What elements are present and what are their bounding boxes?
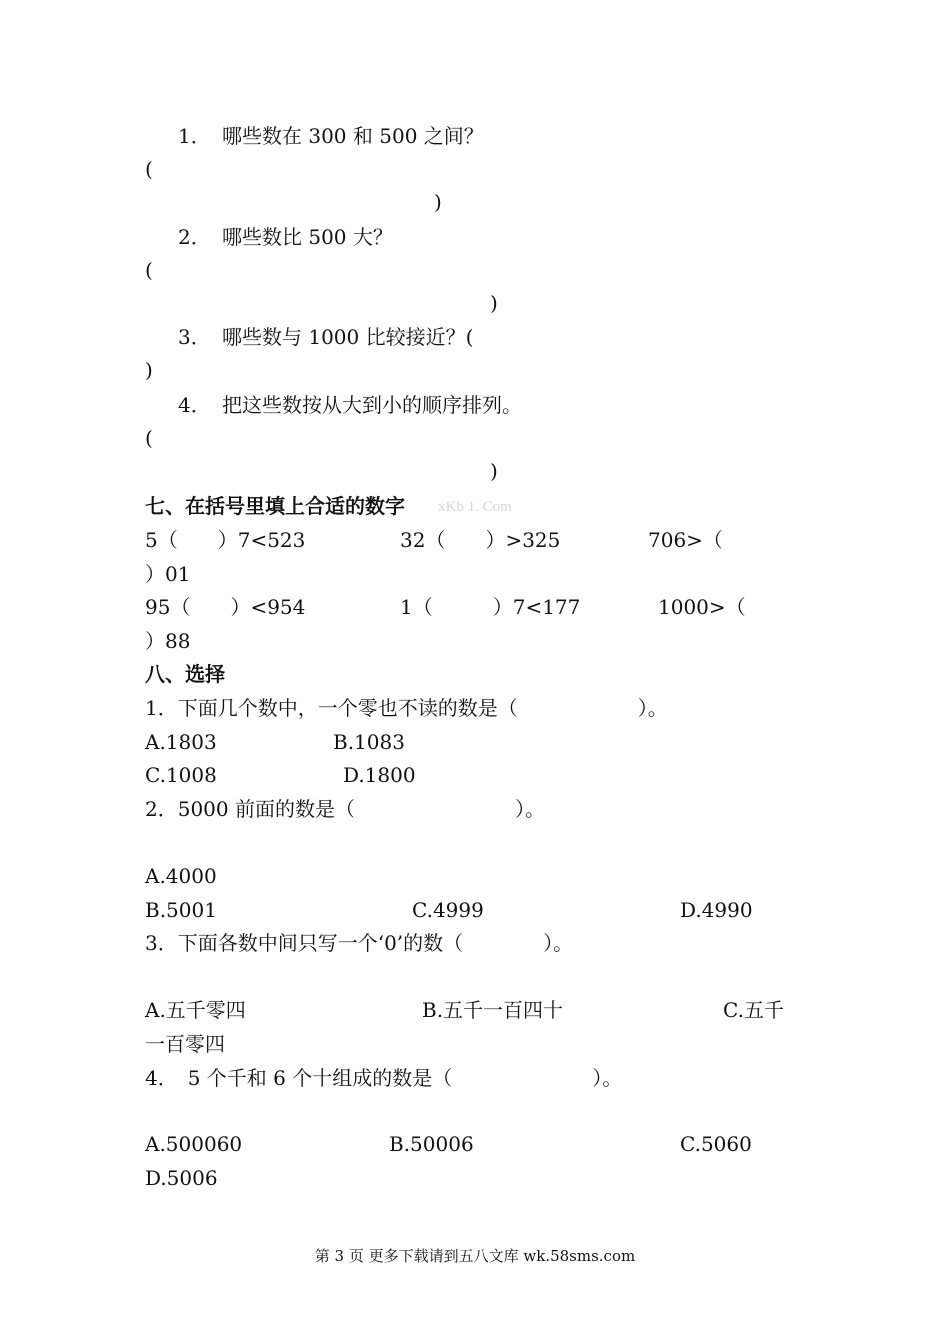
fill-blank-6-wrap: ）88 — [145, 629, 191, 653]
question-2-number: 2． — [178, 225, 211, 249]
question-2-open-paren: ( — [145, 258, 153, 282]
fill-blank-4: 95（ ）<954 — [145, 595, 306, 619]
choice-q4-stem: 4． 5 个千和 6 个十组成的数是（ ）。 — [145, 1066, 623, 1090]
choice-q2-option-b: B.5001 — [145, 898, 217, 922]
fill-blank-3-wrap: ）01 — [145, 562, 191, 586]
section-8-heading: 八、选择 — [145, 662, 225, 686]
watermark: xKb 1. Com — [438, 499, 512, 515]
question-1-number: 1． — [178, 124, 211, 148]
choice-q4-option-d: D.5006 — [145, 1166, 218, 1190]
question-4-text: 把这些数按从大到小的顺序排列。 — [222, 393, 522, 417]
question-2-text: 哪些数比 500 大？ — [222, 225, 393, 249]
question-4-close-paren: ) — [490, 459, 498, 483]
question-3-number: 3． — [178, 325, 211, 349]
question-4-number: 4． — [178, 393, 211, 417]
choice-q1-option-b: B.1083 — [333, 730, 405, 754]
choice-q2-option-c: C.4999 — [412, 898, 484, 922]
choice-q3-option-c-wrap: 一百零四 — [145, 1032, 225, 1056]
choice-q2-stem: 2．5000 前面的数是（ ）。 — [145, 797, 545, 821]
choice-q1-stem: 1．下面几个数中，一个零也不读的数是（ ）。 — [145, 696, 668, 720]
page-footer: 第 3 页 更多下载请到五八文库 wk.58sms.com — [314, 1247, 636, 1265]
fill-blank-3: 706>（ — [648, 528, 723, 552]
choice-q1-option-a: A.1803 — [145, 730, 217, 754]
fill-blank-6: 1000>（ — [658, 595, 746, 619]
choice-q2-option-a: A.4000 — [145, 864, 217, 888]
choice-q4-option-a: A.500060 — [145, 1132, 243, 1156]
fill-blank-1: 5（ ）7<523 — [145, 528, 306, 552]
choice-q4-option-b: B.50006 — [389, 1132, 474, 1156]
question-4-open-paren: ( — [145, 426, 153, 450]
question-3-text: 哪些数与 1000 比较接近？( — [222, 325, 474, 349]
choice-q3-stem: 3．下面各数中间只写一个‘0’的数（ ）。 — [145, 931, 574, 955]
question-3-close-paren: ) — [145, 358, 153, 382]
fill-blank-5: 1（ ）7<177 — [400, 595, 581, 619]
choice-q2-option-d: D.4990 — [680, 898, 753, 922]
choice-q1-option-c: C.1008 — [145, 763, 217, 787]
question-1-open-paren: ( — [145, 157, 153, 181]
question-2-close-paren: ) — [490, 291, 498, 315]
choice-q3-option-b: B.五千一百四十 — [422, 998, 564, 1022]
choice-q3-option-c: C.五千 — [723, 998, 784, 1022]
question-1-close-paren: ) — [434, 190, 442, 214]
choice-q4-option-c: C.5060 — [680, 1132, 752, 1156]
question-1-text: 哪些数在 300 和 500 之间？ — [222, 124, 484, 148]
choice-q1-option-d: D.1800 — [343, 763, 416, 787]
choice-q3-option-a: A.五千零四 — [145, 998, 246, 1022]
fill-blank-2: 32（ ）>325 — [400, 528, 561, 552]
section-7-heading: 七、在括号里填上合适的数字 — [145, 494, 405, 518]
